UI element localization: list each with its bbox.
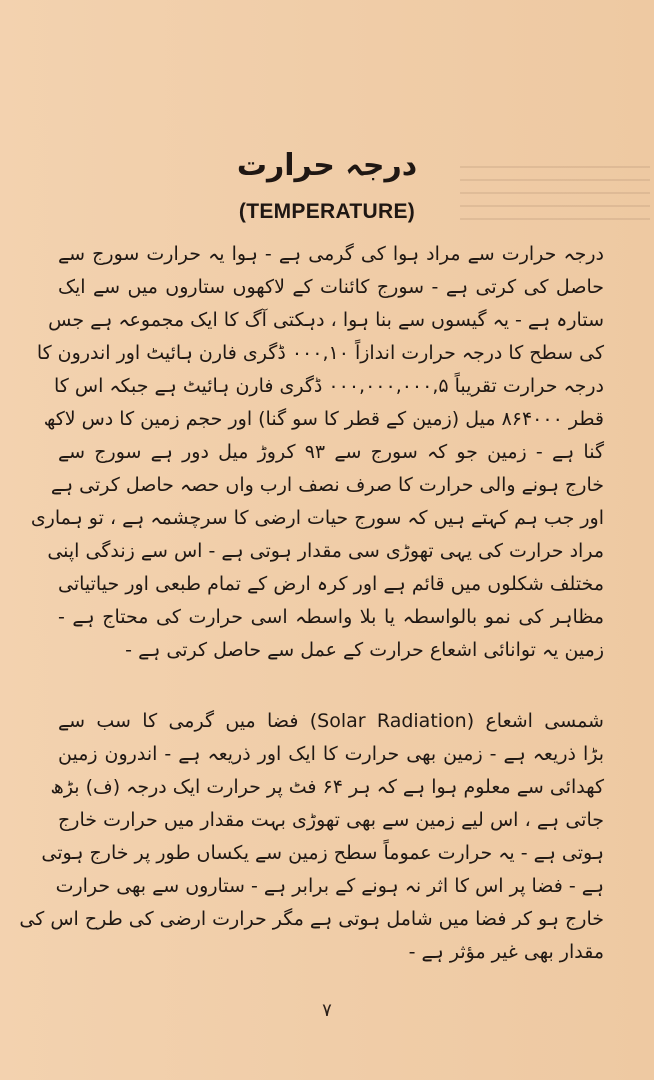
text-line: خارج ہو کر فضا میں شامل ہوتی ہے مگر حرارت ارضی کی طرح اس کی: [19, 908, 604, 930]
text-line: بڑا ذریعہ ہے - زمین بھی حرارت کا ایک اور ذریعہ ہے - اندرون زمین: [58, 743, 604, 765]
text-line: شمسی اشعاع (Solar Radiation) فضا میں گرمی کا سب سے: [58, 710, 604, 732]
text-line: مختلف شکلوں میں قائم ہے اور کرہ ارض کے تمام طبعی اور حیاتیاتی: [58, 573, 604, 595]
text-line: جاتی ہے ، اس لیے زمین سے بھی تھوڑی بہت مقدار میں حرارت خارج: [58, 809, 604, 831]
text-line: درجہ حرارت تقریباً ۰۰۰,۰۰۰,۰۰۰,۵ ڈگری فارن ہائیٹ ہے جبکہ اس کا: [54, 375, 604, 397]
page-number: ۷: [322, 1000, 332, 1021]
text-line: کی سطح کا درجہ حرارت اندازاً ۰۰۰,۱۰ ڈگری فارن ہائیٹ اور اندرون کا: [36, 342, 604, 364]
text-line: خارج ہونے والی حرارت کا صرف نصف ارب واں حصہ حاصل کرتی ہے: [50, 474, 604, 496]
chapter-title: درجہ حرارت: [236, 148, 418, 183]
text-line: حاصل کی کرتی ہے - سورج کائنات کے لاکھوں ستاروں میں سے ایک: [58, 276, 604, 298]
paragraph-temperature: [30, 238, 604, 667]
text-line: مظاہر کی نمو بالواسطہ یا بلا واسطہ اسی حرارت کی محتاج ہے -: [58, 606, 604, 628]
text-line: قطر ۸۶۴۰۰۰ میل (زمین کے قطر کا سو گنا) اور حجم زمین کا دس لاکھ: [43, 408, 604, 430]
text-line: مقدار بھی غیر مؤثر ہے -: [408, 941, 604, 963]
text-line: ہوتی ہے - یہ حرارت عموماً سطح زمین سے یکساں طور پر خارج ہوتی: [41, 842, 604, 864]
text-line: درجہ حرارت سے مراد ہوا کی گرمی ہے - ہوا یہ حرارت سورج سے: [58, 243, 604, 265]
text-line: ستارہ ہے - یہ گیسوں سے بنا ہوا ، دہکتی آگ کا ایک مجموعہ ہے جس: [48, 309, 604, 331]
text-line: اور جب ہم کہتے ہیں کہ سورج حیات ارضی کا سرچشمہ ہے ، تو ہماری: [30, 507, 604, 529]
text-line: ہے - فضا پر اس کا اثر نہ ہونے کے برابر ہے - ستاروں سے بھی حرارت: [55, 875, 604, 897]
chapter-subtitle: (TEMPERATURE): [238, 200, 416, 223]
text-line: گنا ہے - زمین جو کہ سورج سے ۹۳ کروڑ میل دور ہے سورج سے: [58, 441, 604, 463]
text-line: زمین یہ توانائی اشعاع حرارت کے عمل سے حاصل کرتی ہے -: [125, 639, 604, 661]
text-line: کھدائی سے معلوم ہوا ہے کہ ہر ۶۴ فٹ پر حرارت ایک درجہ (ف) بڑھ: [50, 776, 604, 798]
paragraph-solar-radiation: [19, 705, 604, 969]
text-line: مراد حرارت کی یہی تھوڑی سی مقدار ہوتی ہے - اس سے زندگی اپنی: [47, 540, 604, 562]
